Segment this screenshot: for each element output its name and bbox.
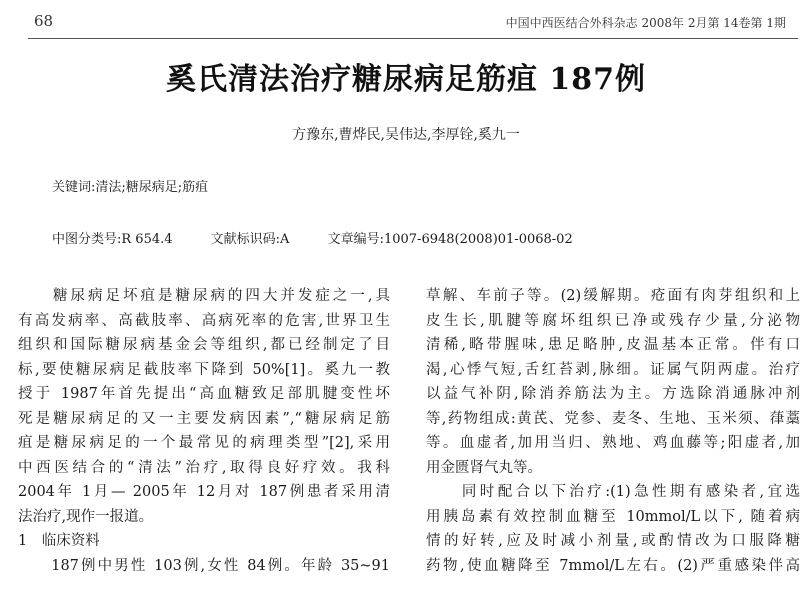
body-column-right <box>426 284 800 578</box>
body-line: 情的好转,应及时减小剂量,或酌情改为口服降糖 <box>426 533 800 549</box>
body-line: 疽是糖尿病足的一个最常见的病理类型”[2],采用 <box>18 435 390 451</box>
body-line: 等。血虚者,加用当归、熟地、鸡血藤等;阳虚者,加 <box>426 435 800 451</box>
body-line: 组织和国际糖尿病基金会等组织,都已经制定了目 <box>18 337 390 353</box>
page-number: 68 <box>34 12 54 30</box>
journal-header: 中国中西医结合外科杂志 2008年 2月第 14卷第 1期 <box>505 16 786 30</box>
body-line: 法治疗,现作一报道。 <box>18 508 154 525</box>
body-line: 授于 1987年首先提出“高血糖致足部肌腱变性坏 <box>18 386 390 402</box>
body-line: 草解、车前子等。(2)缓解期。疮面有肉芽组织和上 <box>426 288 800 304</box>
article-number: 文章编号:1007-6948(2008)01-0068-02 <box>327 232 573 247</box>
article-authors: 方豫东,曹烨民,吴伟达,李厚铨,奚九一 <box>292 127 520 143</box>
body-line: 2004年 1月— 2005年 12月对 187例患者采用清 <box>18 484 390 500</box>
body-line: 同时配合以下治疗:(1)急性期有感染者,宜选 <box>426 484 800 500</box>
body-line: 用胰岛素有效控制血糖至 10mmol/L以下, 随着病 <box>426 508 800 525</box>
section-heading: 1 临床资料 <box>18 533 100 549</box>
body-line: 187例中男性 103例,女性 84例。年龄 35~91 <box>18 557 390 574</box>
body-line: 有高发病率、高截肢率、高病死率的危害,世界卫生 <box>18 312 390 329</box>
body-line: 药物,使血糖降至 7mmol/L左右。(2)严重感染伴高 <box>426 557 800 574</box>
keywords: 关键词:清法;糖尿病足;筋疽 <box>52 180 209 195</box>
document-code: 文献标识码:A <box>210 232 290 247</box>
article-title: 奚氏清法治疗糖尿病足筋疽 187例 <box>165 62 647 97</box>
body-line: 皮生长,肌腱等腐坏组织已净或残存少量,分泌物 <box>426 312 800 329</box>
clc-number: 中图分类号:R 654.4 <box>52 232 173 247</box>
body-line: 标,要使糖尿病足截肢率下降到 50%[1]。奚九一教 <box>18 361 390 378</box>
body-line: 用金匮肾气丸等。 <box>426 459 542 476</box>
body-line: 清稀,略带腥味,患足略肿,皮温基本正常。伴有口 <box>426 337 800 353</box>
body-line: 中西医结合的“清法”治疗,取得良好疗效。我科 <box>18 459 390 476</box>
body-line: 渴,心悸气短,舌红苔剥,脉细。证属气阴两虚。治疗 <box>426 361 800 378</box>
body-line: 糖尿病足坏疽是糖尿病的四大并发症之一,具 <box>18 288 390 304</box>
header-rule <box>28 38 798 39</box>
classification-line <box>52 228 607 247</box>
body-line: 等,药物组成:黄芪、党参、麦冬、生地、玉米须、葎藁 <box>426 410 800 427</box>
body-column-left <box>18 284 390 578</box>
body-line: 死是糖尿病足的又一主要发病因素”,“糖尿病足筋 <box>18 410 390 427</box>
body-line: 以益气补阴,除消养筋法为主。方选除消通脉冲剂 <box>426 386 800 402</box>
